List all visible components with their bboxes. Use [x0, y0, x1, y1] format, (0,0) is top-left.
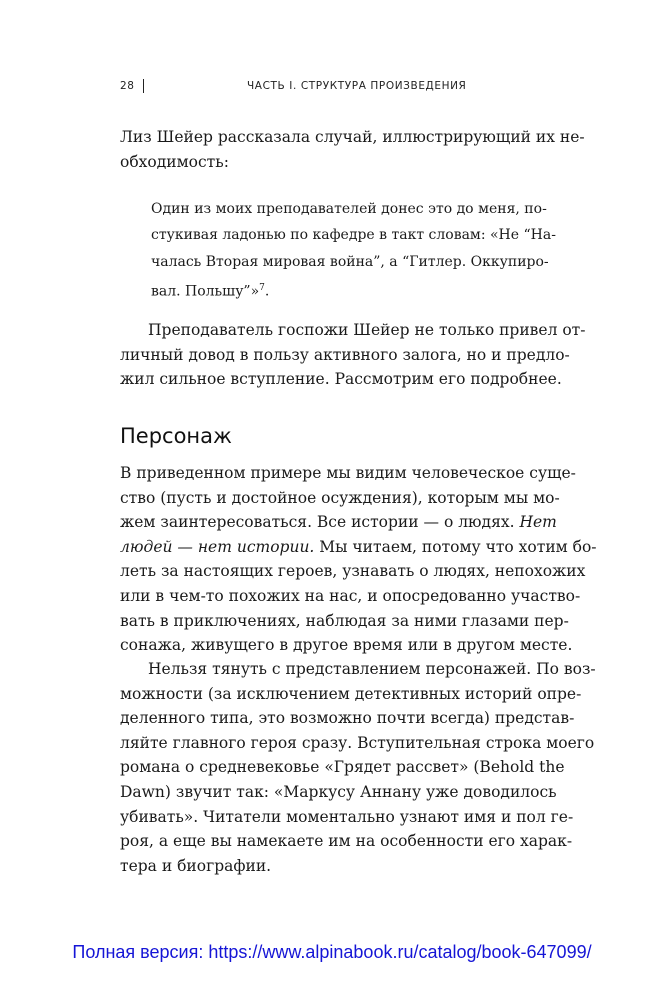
- text-line: Преподаватель госпожи Шейер не только привел от-: [148, 321, 586, 339]
- text-line: леть за настоящих героев, узнавать о людях, непохожих: [120, 562, 586, 581]
- footnote-marker[interactable]: 7: [259, 282, 265, 293]
- text-line: В приведенном примере мы видим человеческое суще-: [120, 464, 576, 482]
- text-segment: Мы читаем, потому что хотим бо-: [314, 537, 597, 556]
- running-head: [120, 80, 550, 98]
- paragraph-intro: [120, 125, 585, 174]
- text-line: обходимость:: [120, 152, 229, 171]
- paragraph-character: [120, 461, 597, 658]
- text-line: вать в приключениях, наблюдая за ними глазами пер-: [120, 611, 569, 630]
- text-line: можности (за исключением детективных историй опре-: [120, 684, 582, 703]
- text-line: или в чем-то похожих на нас, и опосредованно участво-: [120, 586, 581, 605]
- emphasis-text: людей — нет истории.: [120, 537, 315, 556]
- page-number-divider: [143, 79, 144, 93]
- text-line-mixed: [120, 510, 557, 535]
- quote-text: вал. Польшу”»: [151, 283, 260, 300]
- text-line: тера и биографии.: [120, 856, 272, 875]
- text-line-mixed: [120, 535, 597, 560]
- section-heading: Персонаж: [120, 424, 232, 448]
- quote-line: чалась Вторая мировая война”, а “Гитлер. Оккупиро-: [151, 253, 549, 270]
- text-line: личный довод в пользу активного залога, но и предло-: [120, 345, 570, 364]
- full-version-link[interactable]: Полная версия: https://www.alpinabook.ru/catalog/book-647099/: [72, 942, 592, 962]
- paragraph-introduce-hero: [120, 657, 596, 878]
- text-line: деленного типа, это возможно почти всегда) представ-: [120, 709, 575, 728]
- text-line: жил сильное вступление. Рассмотрим его подробнее.: [120, 370, 562, 389]
- text-line: ляйте главного героя сразу. Вступительная строка моего: [120, 733, 595, 752]
- block-quote: [151, 196, 556, 305]
- text-line: Лиз Шейер рассказала случай, иллюстрирующий их не-: [120, 128, 585, 146]
- text-line: ство (пусть и достойное осуждения), которым мы мо-: [120, 488, 560, 507]
- chapter-title: ЧАСТЬ I. СТРУКТУРА ПРОИЗВЕДЕНИЯ: [247, 80, 467, 92]
- quote-line-last: [151, 275, 542, 305]
- text-line: роя, а еще вы намекаете им на особенности его харак-: [120, 832, 573, 851]
- text-line: Нельзя тянуть с представлением персонажей. По воз-: [148, 660, 596, 678]
- text-line: Dawn) звучит так: «Маркусу Аннану уже доводилось: [120, 782, 557, 801]
- quote-line: стукивая ладонью по кафедре в такт словам: «Не “На-: [151, 227, 556, 244]
- page-number: 28: [120, 80, 135, 92]
- text-line: сонажа, живущего в другое время или в другом месте.: [120, 636, 573, 655]
- text-line: романа о средневековье «Грядет рассвет» (Behold the: [120, 758, 565, 777]
- quote-line: Один из моих преподавателей донес это до меня, по-: [151, 201, 547, 217]
- quote-end-period: .: [264, 283, 270, 300]
- emphasis-text: Нет: [519, 513, 557, 532]
- text-segment: жем заинтересоваться. Все истории — о людях.: [120, 513, 520, 532]
- paragraph-teacher: [120, 318, 586, 392]
- text-line: убивать». Читатели моментально узнают имя и пол ге-: [120, 807, 574, 826]
